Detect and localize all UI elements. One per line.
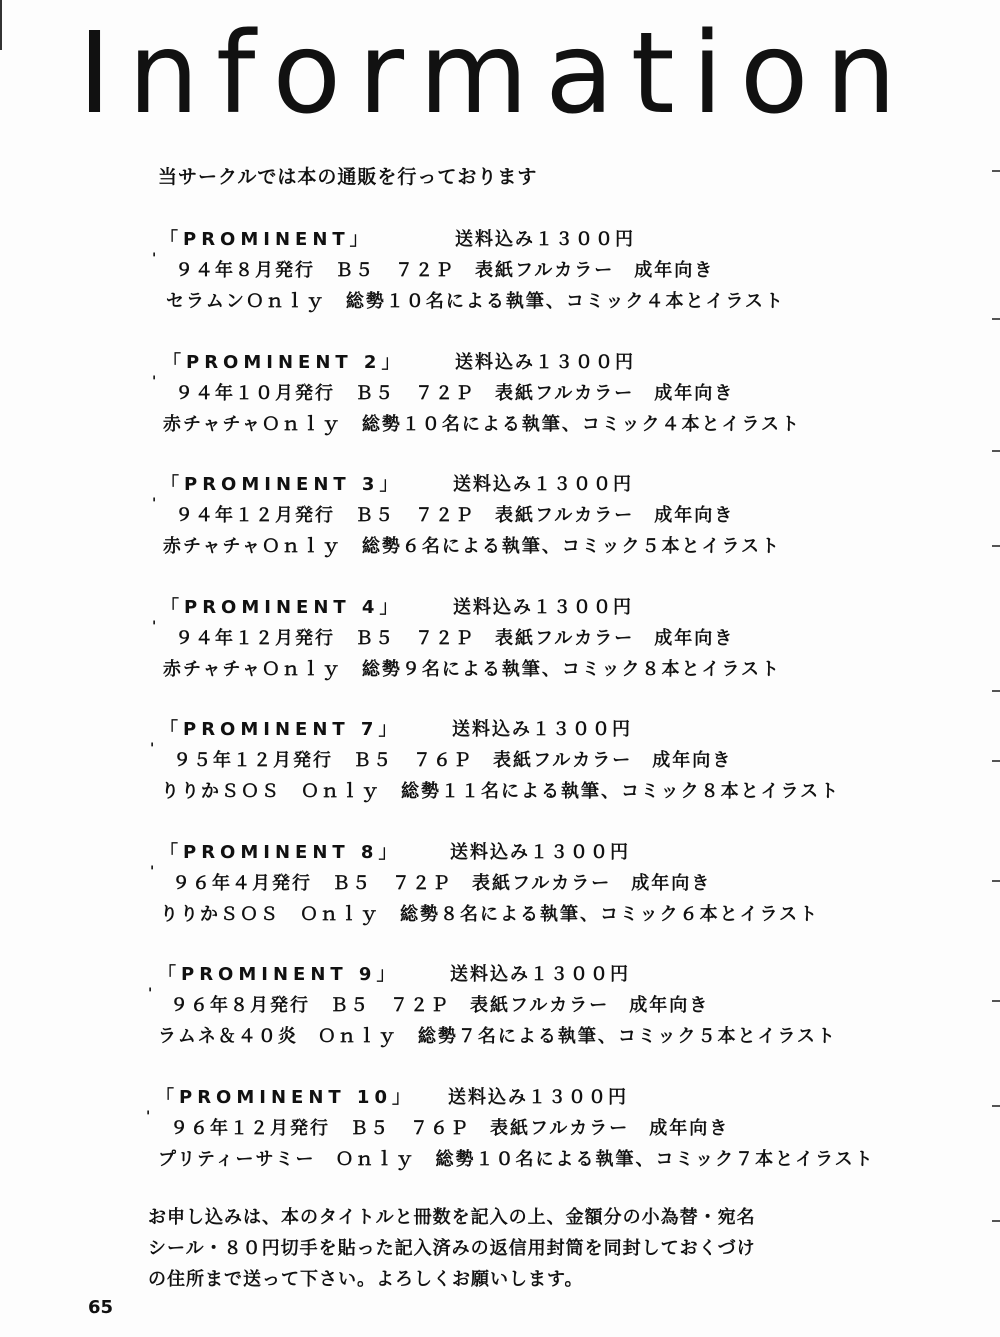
entry-price: 送料込み１３００円 [452,719,632,740]
intro-text: 当サークルでは本の通販を行っております [158,166,538,188]
edge-mark [992,1105,1000,1107]
tick-mark: ' [152,251,157,267]
entry [0,225,1000,348]
edge-mark [992,170,1000,172]
tick-mark: ' [150,863,155,880]
entry-details: ９６年８月発行 Ｂ５ ７２Ｐ 表紙フルカラー 成年向き [170,995,710,1016]
entry [0,838,1000,961]
entry-title: 「PROMINENT 8」 [160,841,402,863]
entry-title: 「PROMINENT 3」 [161,474,403,495]
entry [0,470,1000,593]
entry-description: 赤チャチャＯｎｌｙ 総勢１０名による執筆、コミック４本とイラスト [163,413,802,435]
entry-price: 送料込み１３００円 [448,1086,628,1108]
entry-price: 送料込み１３００円 [453,596,633,618]
entry-list [0,225,1000,1205]
entry-details: ９５年１２月発行 Ｂ５ ７６Ｐ 表紙フルカラー 成年向き [173,750,733,771]
entry-price: 送料込み１３００円 [450,841,630,863]
entry-title: 「PROMINENT 7」 [160,719,402,740]
edge-mark [992,545,1000,547]
entry-price: 送料込み１３００円 [453,474,633,495]
entry-description: りりかＳＯＳ Ｏｎｌｙ 総勢８名による執筆、コミック６本とイラスト [160,903,820,925]
entry-details: ９４年１２月発行 Ｂ５ ７２Ｐ 表紙フルカラー 成年向き [175,505,735,526]
edge-mark [992,318,1000,320]
entry-details: ９４年８月発行 Ｂ５ ７２Ｐ 表紙フルカラー 成年向き [175,260,715,281]
entry-title: 「PROMINENT 10」 [156,1086,415,1108]
entry-price: 送料込み１３００円 [455,351,635,373]
entry-details: ９４年１０月発行 Ｂ５ ７２Ｐ 表紙フルカラー 成年向き [175,382,735,404]
instruction-line: の住所まで送って下さい。よろしくお願いします。 [148,1269,584,1290]
entry-description: 赤チャチャＯｎｌｙ 総勢９名による執筆、コミック８本とイラスト [163,658,782,680]
edge-mark [992,690,1000,692]
entry [0,593,1000,716]
entry-price: 送料込み１３００円 [450,964,630,985]
entry-description: 赤チャチャＯｎｌｙ 総勢６名による執筆、コミック５本とイラスト [163,536,782,557]
instruction-line: お申し込みは、本のタイトルと冊数を記入の上、金額分の小為替・宛名 [148,1207,756,1228]
entry-description: プリティーサミー Ｏｎｌｙ 総勢１０名による執筆、コミック７本とイラスト [158,1148,875,1170]
entry-title: 「PROMINENT」 [160,229,373,250]
entry-title: 「PROMINENT 4」 [161,596,403,618]
tick-mark: ' [148,986,153,1002]
entry-title: 「PROMINENT 9」 [158,964,400,985]
edge-mark [992,450,1000,452]
page-title: Information [78,9,914,139]
entry [0,1083,1000,1206]
entry-price: 送料込み１３００円 [455,229,635,250]
page-number: 65 [88,1297,114,1318]
entry-description: りりかＳＯＳ Ｏｎｌｙ 総勢１１名による執筆、コミック８本とイラスト [161,781,841,802]
order-instructions [148,1202,756,1295]
entry-description: セラムンＯｎｌｙ 総勢１０名による執筆、コミック４本とイラスト [166,291,785,312]
edge-mark [992,1000,1000,1002]
tick-mark: ' [152,496,157,512]
entry-details: ９４年１２月発行 Ｂ５ ７２Ｐ 表紙フルカラー 成年向き [175,627,735,649]
entry-details: ９６年４月発行 Ｂ５ ７２Ｐ 表紙フルカラー 成年向き [172,872,712,894]
tick-mark: ' [152,618,157,635]
edge-mark [992,880,1000,882]
edge-mark [992,760,1000,762]
entry-title: 「PROMINENT 2」 [163,351,405,373]
entry [0,715,1000,838]
entry-description: ラムネ＆４０炎 Ｏｎｌｙ 総勢７名による執筆、コミック５本とイラスト [158,1026,837,1047]
tick-mark: ' [150,741,155,757]
entry [0,960,1000,1083]
entry [0,348,1000,471]
edge-mark [992,1220,1000,1222]
entry-details: ９６年１２月発行 Ｂ５ ７６Ｐ 表紙フルカラー 成年向き [170,1117,730,1139]
left-edge-mark [0,0,2,50]
tick-mark: ' [152,373,157,390]
instruction-line: シール・８０円切手を貼った記入済みの返信用封筒を同封しておくづけ [148,1238,756,1259]
tick-mark: ' [146,1108,151,1125]
